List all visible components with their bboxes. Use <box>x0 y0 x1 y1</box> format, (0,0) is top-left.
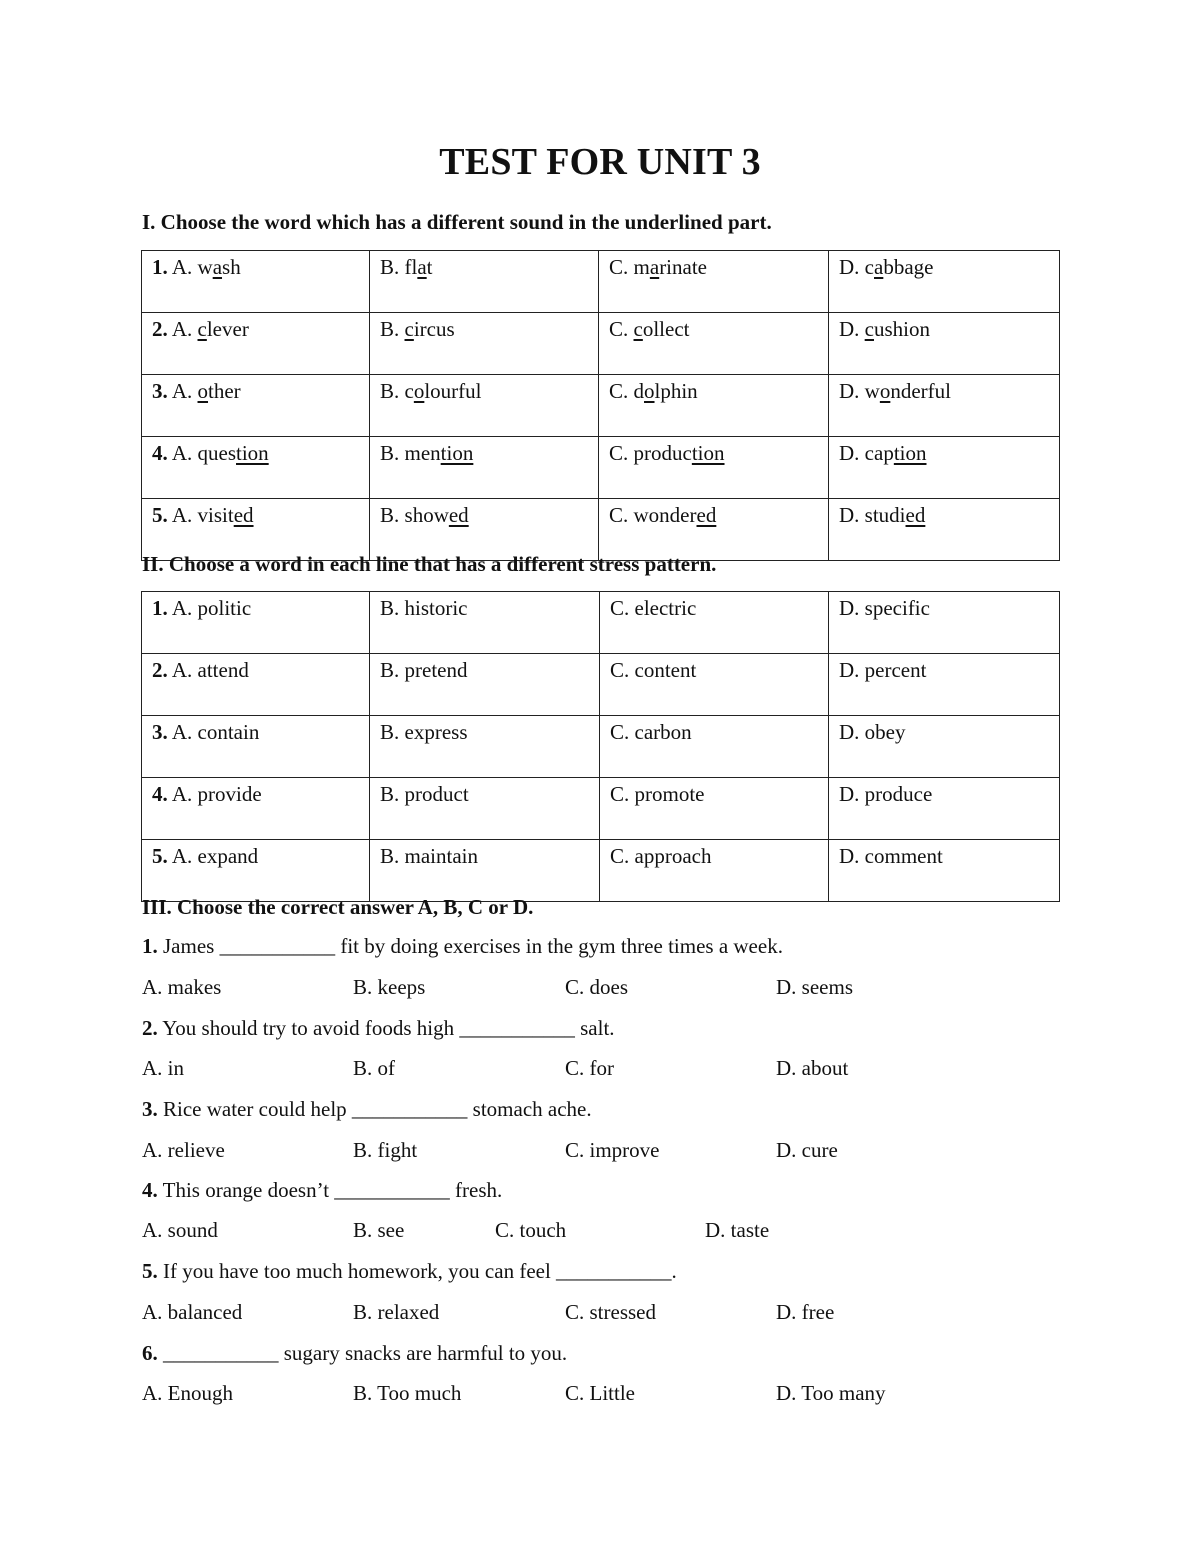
question-5: 5. If you have too much homework, you can feel ___________. <box>142 1259 677 1283</box>
answer-option: C. stressed <box>565 1300 656 1324</box>
option-cell: B. circus <box>370 313 599 375</box>
table-row <box>142 313 1060 375</box>
table-row <box>142 716 1060 778</box>
question-6: 6. ___________ sugary snacks are harmful to you. <box>142 1341 568 1365</box>
answer-option: D. taste <box>705 1218 770 1242</box>
option-cell: C. promote <box>600 778 829 840</box>
answer-option: C. Little <box>565 1381 635 1405</box>
option-cell: 1. A. wash <box>142 251 370 313</box>
option-cell: D. comment <box>829 840 1060 902</box>
table-row <box>142 592 1060 654</box>
option-cell: C. production <box>599 437 829 499</box>
question-3: 3. Rice water could help ___________ stomach ache. <box>142 1097 592 1121</box>
answer-option: B. keeps <box>353 975 426 999</box>
answer-option: B. relaxed <box>353 1300 440 1324</box>
option-cell: B. mention <box>370 437 599 499</box>
option-cell: 2. A. clever <box>142 313 370 375</box>
section-3-heading: III. Choose the correct answer A, B, C or D. <box>142 895 534 919</box>
section-2-heading: II. Choose a word in each line that has a different stress pattern. <box>142 552 717 576</box>
option-cell: C. electric <box>600 592 829 654</box>
table-row <box>142 840 1060 902</box>
option-cell: D. specific <box>829 592 1060 654</box>
option-cell: C. collect <box>599 313 829 375</box>
answer-option: A. makes <box>142 975 222 999</box>
option-cell: D. percent <box>829 654 1060 716</box>
option-cell: C. wondered <box>599 499 829 561</box>
table-row <box>142 375 1060 437</box>
table-row <box>142 654 1060 716</box>
section-2-table <box>141 591 1060 902</box>
answer-option: D. free <box>776 1300 835 1324</box>
answer-option: A. sound <box>142 1218 218 1242</box>
answer-option: B. of <box>353 1056 395 1080</box>
option-cell: 3. A. contain <box>142 716 370 778</box>
answer-option: A. in <box>142 1056 184 1080</box>
answer-option: B. see <box>353 1218 405 1242</box>
option-cell: B. colourful <box>370 375 599 437</box>
option-cell: C. carbon <box>600 716 829 778</box>
option-cell: B. historic <box>370 592 600 654</box>
option-cell: D. cushion <box>829 313 1060 375</box>
section-1-heading: I. Choose the word which has a different sound in the underlined part. <box>142 210 772 234</box>
option-cell: C. approach <box>600 840 829 902</box>
table-row <box>142 778 1060 840</box>
option-cell: D. cabbage <box>829 251 1060 313</box>
option-cell: D. studied <box>829 499 1060 561</box>
option-cell: 5. A. visited <box>142 499 370 561</box>
option-cell: 1. A. politic <box>142 592 370 654</box>
question-4: 4. This orange doesn’t ___________ fresh. <box>142 1178 503 1202</box>
option-cell: C. dolphin <box>599 375 829 437</box>
answer-option: D. seems <box>776 975 853 999</box>
option-cell: B. product <box>370 778 600 840</box>
option-cell: D. wonderful <box>829 375 1060 437</box>
answer-option: A. balanced <box>142 1300 243 1324</box>
option-cell: 2. A. attend <box>142 654 370 716</box>
option-cell: 4. A. question <box>142 437 370 499</box>
answer-option: C. improve <box>565 1138 660 1162</box>
table-row <box>142 437 1060 499</box>
answer-option: D. cure <box>776 1138 838 1162</box>
option-cell: B. flat <box>370 251 599 313</box>
option-cell: C. content <box>600 654 829 716</box>
section-1-table <box>141 250 1060 561</box>
question-1: 1. James ___________ fit by doing exercises in the gym three times a week. <box>142 934 783 958</box>
answer-option: D. about <box>776 1056 849 1080</box>
option-cell: 4. A. provide <box>142 778 370 840</box>
answer-option: C. touch <box>495 1218 567 1242</box>
option-cell: 3. A. other <box>142 375 370 437</box>
option-cell: C. marinate <box>599 251 829 313</box>
worksheet-title: TEST FOR UNIT 3 <box>439 141 761 183</box>
table-row <box>142 251 1060 313</box>
answer-option: B. Too much <box>353 1381 462 1405</box>
option-cell: B. pretend <box>370 654 600 716</box>
answer-option: B. fight <box>353 1138 418 1162</box>
option-cell: B. showed <box>370 499 599 561</box>
answer-option: A. relieve <box>142 1138 225 1162</box>
answer-option: A. Enough <box>142 1381 233 1405</box>
option-cell: 5. A. expand <box>142 840 370 902</box>
option-cell: D. caption <box>829 437 1060 499</box>
option-cell: B. express <box>370 716 600 778</box>
option-cell: B. maintain <box>370 840 600 902</box>
question-2: 2. You should try to avoid foods high ___________ salt. <box>142 1016 615 1040</box>
answer-option: C. does <box>565 975 628 999</box>
option-cell: D. produce <box>829 778 1060 840</box>
answer-option: C. for <box>565 1056 614 1080</box>
answer-option: D. Too many <box>776 1381 886 1405</box>
option-cell: D. obey <box>829 716 1060 778</box>
